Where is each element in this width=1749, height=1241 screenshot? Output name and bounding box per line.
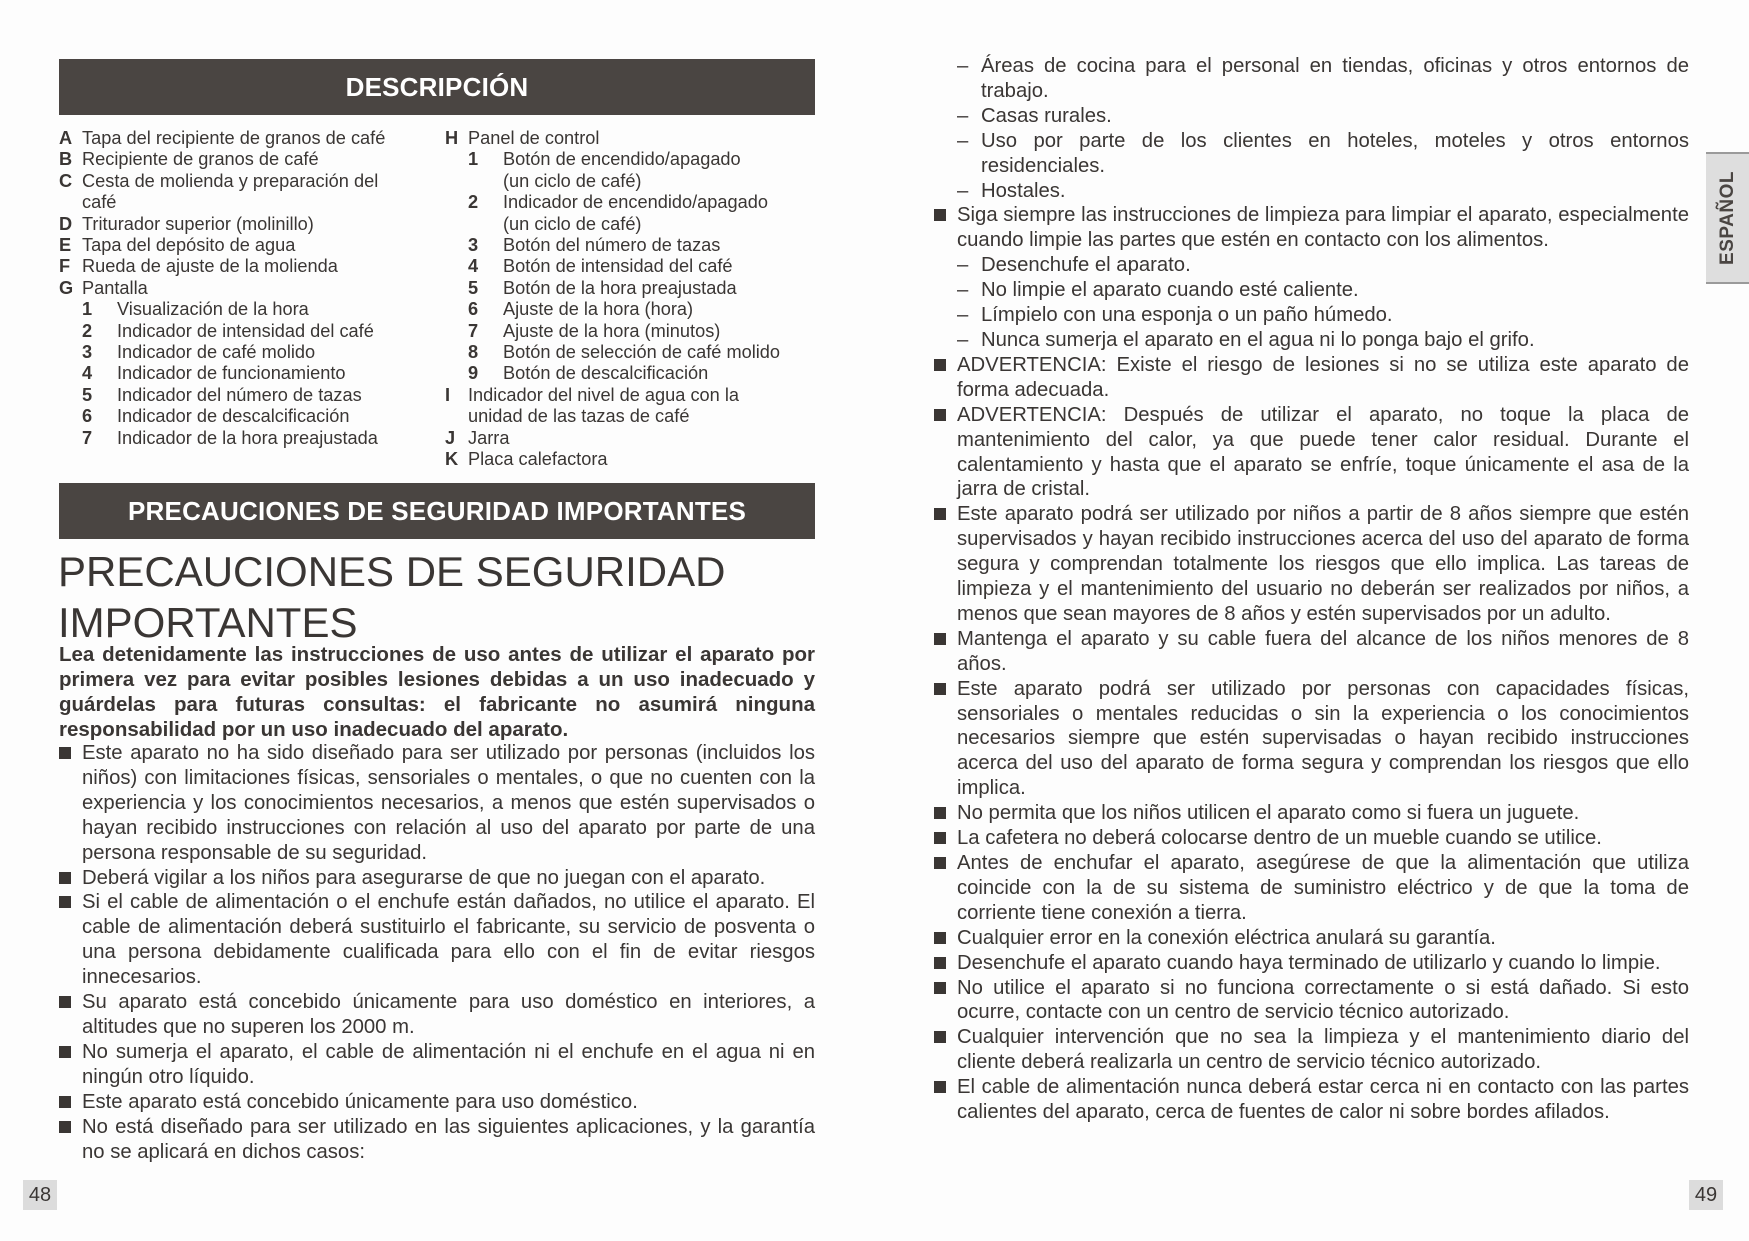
- safety-heading: PRECAUCIONES DE SEGURIDAD IMPORTANTES: [59, 483, 815, 539]
- safety-bullet: No permita que los niños utilicen el aparato como si fuera un juguete.: [934, 801, 1689, 826]
- description-column-1: [59, 128, 385, 449]
- desc-subitem: 3 Botón del número de tazas: [468, 235, 721, 256]
- safety-bullet: Este aparato está concebido únicamente para uso doméstico.: [59, 1090, 815, 1115]
- desc-subitem: 7 Ajuste de la hora (minutos): [468, 320, 721, 341]
- dash-item: – Hostales.: [957, 179, 1066, 202]
- safety-bullet: Antes de enchufar el aparato, asegúrese de que la alimentación que utiliza coincide con la de su sistema de suministro eléctrico y de que la toma de corriente tiene conexión a tierra.: [934, 851, 1689, 926]
- desc-item: C Cesta de molienda y preparación del: [59, 170, 379, 191]
- desc-item: H Panel de control: [445, 128, 600, 148]
- safety-bullet: ADVERTENCIA: Después de utilizar el aparato, no toque la placa de mantenimiento del calor, ya que puede tener calor residual. Durante el calentamiento y hasta que el aparato se enfríe, toque únicamente el asa de la jarra de cristal.: [934, 403, 1689, 503]
- left-page: [0, 0, 874, 1241]
- dash-item: – Casas rurales.: [957, 104, 1112, 127]
- safety-bullet: Este aparato no ha sido diseñado para ser utilizado por personas (incluidos los niños) con limitaciones físicas, sensoriales o mentales, o que no cuenten con la experiencia y los conocimientos necesarios, a menos que estén supervisados o hayan recibido instrucciones con relación al uso del aparato por parte de una persona responsable de su seguridad.: [59, 741, 815, 866]
- safety-bullet: No utilice el aparato si no funciona correctamente o si está dañado. Si esto ocurre, contacte con un centro de servicio técnico autorizado.: [934, 976, 1689, 1026]
- page-title: PRECAUCIONES DE SEGURIDAD IMPORTANTES: [58, 548, 726, 646]
- safety-list-left: [59, 741, 815, 1164]
- square-bullet-icon: [934, 1081, 946, 1093]
- dash-item: – Áreas de cocina para el personal en tiendas, oficinas y otros entornos de trabajo.: [957, 55, 1689, 102]
- desc-subitem: 2 Indicador de encendido/apagado: [468, 192, 768, 213]
- safety-bullet: No sumerja el aparato, el cable de alimentación ni el enchufe en el agua ni en ningún otro líquido.: [59, 1040, 815, 1090]
- square-bullet-icon: [59, 872, 71, 884]
- safety-bullet: La cafetera no deberá colocarse dentro de un mueble cuando se utilice.: [934, 826, 1689, 851]
- desc-subitem: 4 Indicador de funcionamiento: [82, 363, 346, 384]
- desc-item: café: [82, 192, 117, 213]
- descripcion-heading: DESCRIPCIÓN: [59, 59, 815, 115]
- desc-item: G Pantalla: [59, 277, 148, 298]
- square-bullet-icon: [59, 747, 71, 759]
- square-bullet-icon: [934, 832, 946, 844]
- square-bullet-icon: [934, 957, 946, 969]
- square-bullet-icon: [59, 896, 71, 908]
- safety-bullet: Si el cable de alimentación o el enchufe están dañados, no utilice el aparato. El cable de alimentación deberá sustituirlo el fabricante, su servicio de posventa o una persona debidamente cualificada para ello con el fin de evitar riesgos innecesarios.: [59, 890, 815, 990]
- intro-paragraph: Lea detenidamente las instrucciones de uso antes de utilizar el aparato por primera vez para evitar posibles lesiones debidas a un uso inadecuado y guárdelas para futuras consultas: el fabricante no asumirá ninguna responsabilidad por un uso inadecuado del aparato.: [59, 643, 815, 741]
- square-bullet-icon: [934, 807, 946, 819]
- desc-subitem: 1 Visualización de la hora: [82, 299, 309, 320]
- desc-subitem: 6 Indicador de descalcificación: [82, 406, 350, 427]
- desc-subitem: 1 Botón de encendido/apagado: [468, 149, 741, 170]
- square-bullet-icon: [934, 932, 946, 944]
- safety-bullet: Deberá vigilar a los niños para asegurarse de que no juegan con el aparato.: [59, 866, 815, 891]
- safety-bullet: El cable de alimentación nunca deberá estar cerca ni en contacto con las partes calientes del aparato, cerca de fuentes de calor ni sobre bordes afilados.: [934, 1075, 1689, 1125]
- safety-bullet: No está diseñado para ser utilizado en las siguientes aplicaciones, y la garantía no se aplicará en dichos casos:: [59, 1115, 815, 1165]
- desc-item: I Indicador del nivel de agua con la: [445, 384, 739, 405]
- desc-subitem: 5 Botón de la hora preajustada: [468, 277, 737, 298]
- desc-item: B Recipiente de granos de café: [59, 149, 319, 170]
- square-bullet-icon: [934, 857, 946, 869]
- desc-subitem: 4 Botón de intensidad del café: [468, 256, 733, 277]
- safety-bullet: Mantenga el aparato y su cable fuera del alcance de los niños menores de 8 años.: [934, 627, 1689, 677]
- dash-item: – Límpielo con una esponja o un paño húmedo.: [957, 304, 1393, 327]
- square-bullet-icon: [934, 633, 946, 645]
- square-bullet-icon: [934, 683, 946, 695]
- page-number-left: 48: [23, 1180, 57, 1210]
- safety-bullet: Este aparato podrá ser utilizado por niños a partir de 8 años siempre que estén supervisados y hayan recibido instrucciones acerca del uso del aparato de forma segura y comprendan totalmente los riesgos que ello implica. Las tareas de limpieza y el mantenimiento del usuario no deberán ser realizados por niños, a menos que sean mayores de 8 años y estén supervisados por un adulto.: [934, 502, 1689, 627]
- safety-bullet: Este aparato podrá ser utilizado por personas con capacidades físicas, sensoriales o mentales reducidas o sin la experiencia o los conocimientos necesarios siempre que estén supervisadas o hayan recibido instrucciones acerca del uso del aparato de forma segura y comprendan los riesgos que ello implica.: [934, 677, 1689, 802]
- dash-item: – Desenchufe el aparato.: [957, 254, 1191, 277]
- desc-subitem: 6 Ajuste de la hora (hora): [468, 299, 694, 320]
- language-tab-label: ESPAÑOL: [1716, 171, 1738, 265]
- square-bullet-icon: [59, 1121, 71, 1133]
- safety-bullet: Cualquier error en la conexión eléctrica anulará su garantía.: [934, 926, 1689, 951]
- square-bullet-icon: [59, 1046, 71, 1058]
- square-bullet-icon: [59, 1096, 71, 1108]
- dash-item: – No limpie el aparato cuando esté caliente.: [957, 279, 1359, 302]
- desc-item: K Placa calefactora: [445, 449, 608, 470]
- desc-subitem: 5 Indicador del número de tazas: [82, 384, 362, 405]
- desc-item: unidad de las tazas de café: [468, 406, 690, 427]
- safety-bullet: Cualquier intervención que no sea la limpieza y el mantenimiento diario del cliente deberá realizarla un centro de servicio técnico autorizado.: [934, 1025, 1689, 1075]
- desc-subitem: 9 Botón de descalcificación: [468, 363, 709, 384]
- square-bullet-icon: [934, 508, 946, 520]
- page-number-right: 49: [1689, 1180, 1723, 1210]
- desc-subitem: 7 Indicador de la hora preajustada: [82, 427, 378, 448]
- desc-item: F Rueda de ajuste de la molienda: [59, 256, 338, 277]
- safety-list-right: [934, 54, 1689, 1125]
- desc-subitem: 2 Indicador de intensidad del café: [82, 320, 374, 341]
- desc-item: J Jarra: [445, 427, 510, 448]
- desc-item: D Triturador superior (molinillo): [59, 213, 314, 234]
- square-bullet-icon: [934, 359, 946, 371]
- desc-subitem: 3 Indicador de café molido: [82, 342, 316, 363]
- square-bullet-icon: [59, 996, 71, 1008]
- description-column-2: [445, 128, 780, 471]
- dash-item: – Uso por parte de los clientes en hoteles, moteles y otros entornos residenciales.: [957, 129, 1689, 177]
- desc-subitem: 8 Botón de selección de café molido: [468, 342, 781, 363]
- square-bullet-icon: [934, 1031, 946, 1043]
- language-tab: [1706, 152, 1749, 284]
- dash-item: – Nunca sumerja el aparato en el agua ni lo ponga bajo el grifo.: [957, 328, 1535, 351]
- square-bullet-icon: [934, 209, 946, 221]
- safety-bullet: Siga siempre las instrucciones de limpieza para limpiar el aparato, especialmente cuando limpie las partes que estén en contacto con los alimentos.: [934, 203, 1689, 253]
- square-bullet-icon: [934, 409, 946, 421]
- desc-subitem: (un ciclo de café): [503, 213, 642, 234]
- desc-item: A Tapa del recipiente de granos de café: [59, 128, 386, 148]
- safety-bullet: Desenchufe el aparato cuando haya terminado de utilizarlo y cuando lo limpie.: [934, 951, 1689, 976]
- desc-subitem: (un ciclo de café): [503, 170, 642, 191]
- desc-item: E Tapa del depósito de agua: [59, 235, 296, 256]
- safety-bullet: ADVERTENCIA: Existe el riesgo de lesiones si no se utiliza este aparato de forma adecuada.: [934, 353, 1689, 403]
- safety-bullet: Su aparato está concebido únicamente para uso doméstico en interiores, a altitudes que no superen los 2000 m.: [59, 990, 815, 1040]
- square-bullet-icon: [934, 982, 946, 994]
